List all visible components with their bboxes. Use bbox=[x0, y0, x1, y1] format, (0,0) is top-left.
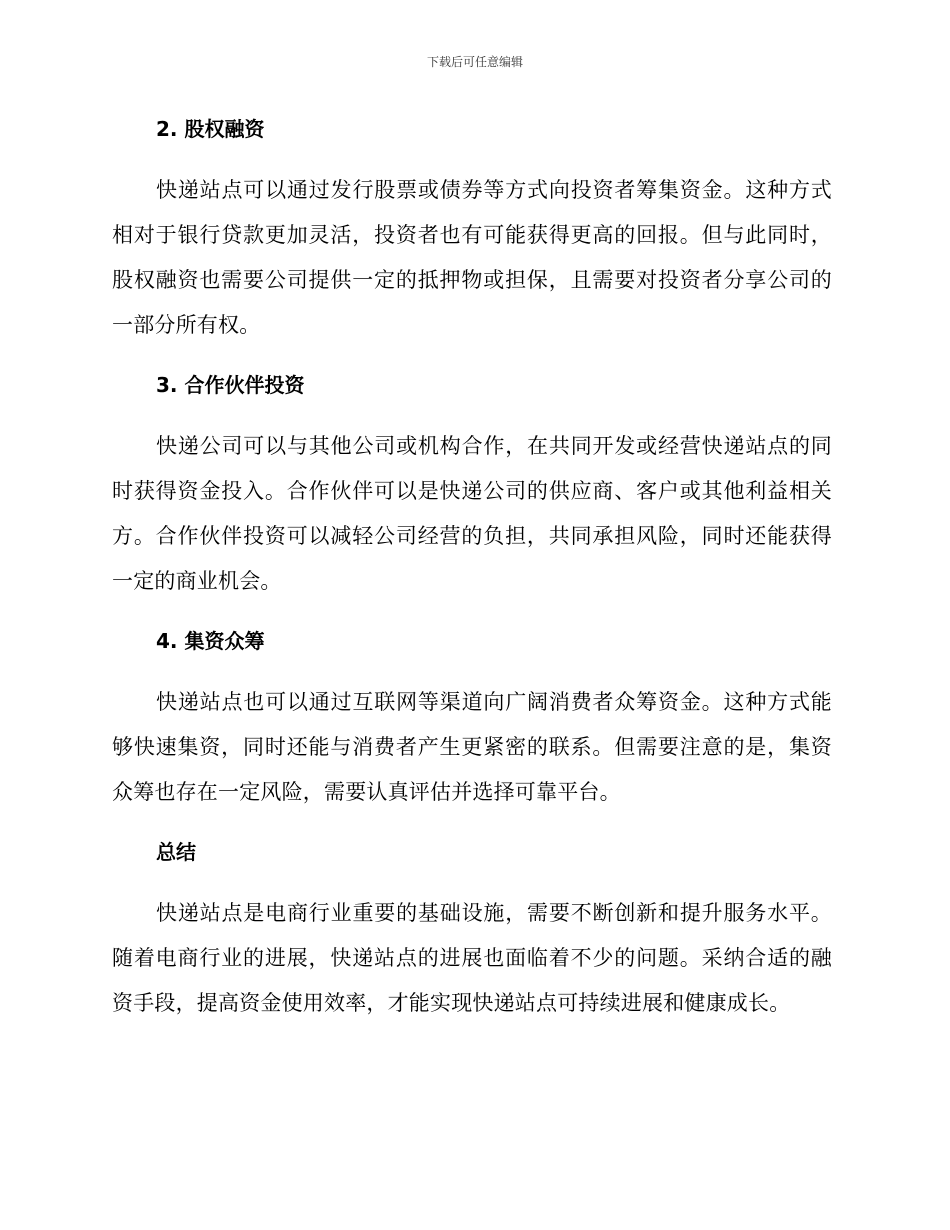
page-header: 下载后可任意编辑 bbox=[426, 55, 523, 69]
section-heading: 2. 股权融资 bbox=[156, 117, 265, 141]
section-crowdfunding bbox=[112, 624, 832, 815]
section-partner-investment bbox=[112, 368, 832, 604]
section-paragraph: 快递站点可以通过发行股票或债券等方式向投资者筹集资金。这种方式相对于银行贷款更加灵活，投资者也有可能获得更高的回报。但与此同时，股权融资也需要公司提供一定的抵押物或担保，且需要对投资者分享公司的一部分所有权。 bbox=[112, 178, 832, 337]
section-summary bbox=[112, 835, 832, 1026]
section-heading: 总结 bbox=[156, 840, 196, 864]
section-paragraph: 快递站点是电商行业重要的基础设施，需要不断创新和提升服务水平。随着电商行业的进展，快递站点的进展也面临着不少的问题。采纳合适的融资手段，提高资金使用效率，才能实现快递站点可持续进展和健康成长。 bbox=[112, 901, 832, 1015]
section-heading: 3. 合作伙伴投资 bbox=[156, 373, 305, 397]
section-paragraph: 快递公司可以与其他公司或机构合作，在共同开发或经营快递站点的同时获得资金投入。合作伙伴可以是快递公司的供应商、客户或其他利益相关方。合作伙伴投资可以减轻公司经营的负担，共同承担风险，同时还能获得一定的商业机会。 bbox=[112, 434, 832, 593]
section-equity-financing bbox=[112, 112, 832, 348]
section-heading: 4. 集资众筹 bbox=[156, 629, 265, 653]
section-paragraph: 快递站点也可以通过互联网等渠道向广阔消费者众筹资金。这种方式能够快速集资，同时还能与消费者产生更紧密的联系。但需要注意的是，集资众筹也存在一定风险，需要认真评估并选择可靠平台。 bbox=[112, 690, 832, 804]
document-body bbox=[112, 112, 832, 1026]
